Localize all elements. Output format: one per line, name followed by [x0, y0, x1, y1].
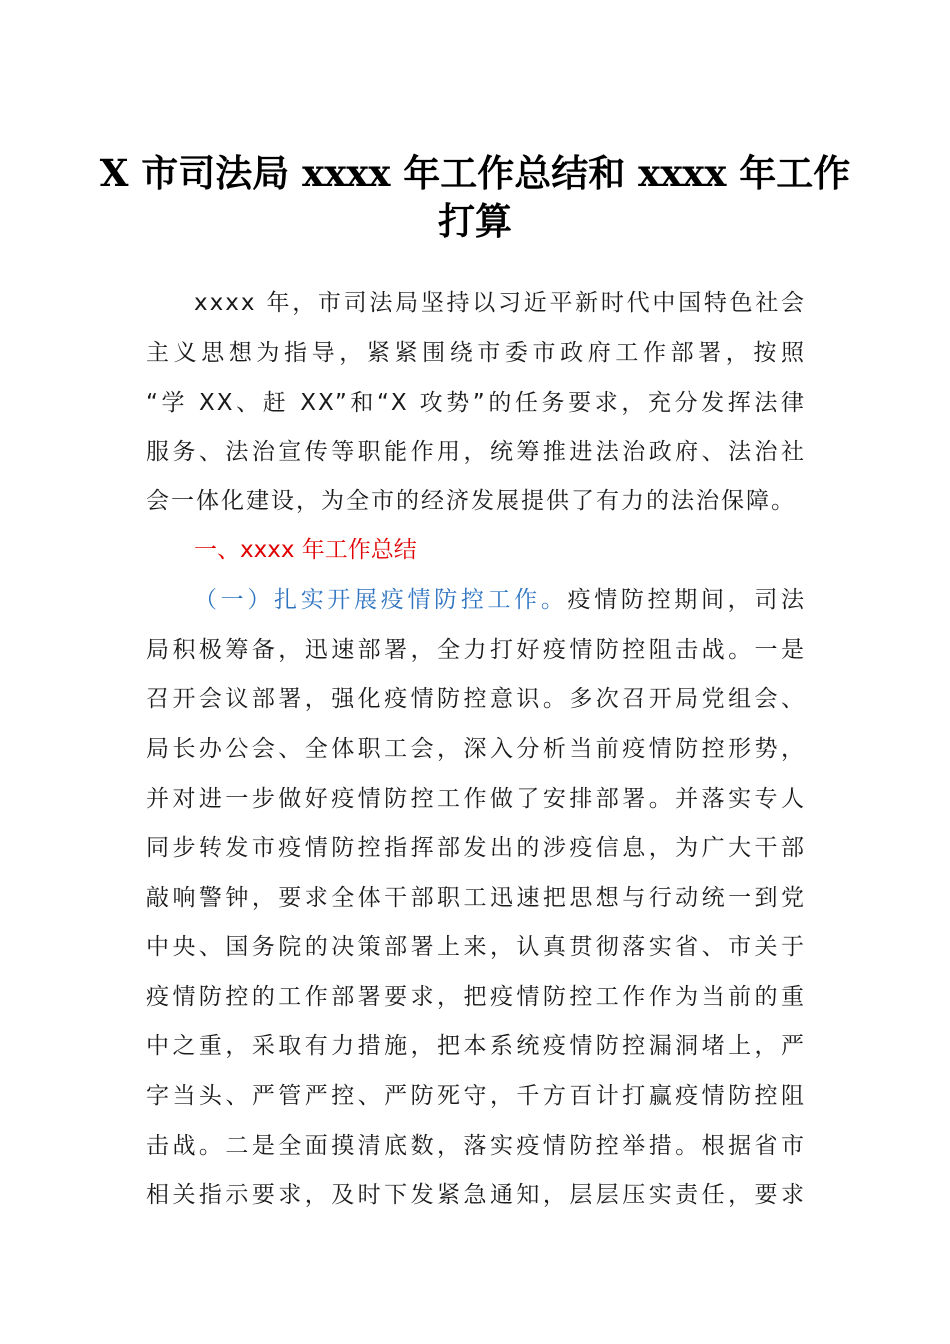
subsection-first-line [194, 580, 806, 620]
body-line: 相关指示要求，及时下发紧急通知，层层压实责任，要求 [146, 1182, 806, 1208]
body-line: 中央、国务院的决策部署上来，认真贯彻落实省、市关于 [146, 934, 806, 960]
intro-line: 主义思想为指导，紧紧围绕市委市政府工作部署，按照 [146, 340, 806, 366]
subsection-heading: （一）扎实开展疫情防控工作。 [194, 587, 568, 613]
document-title-line-1: X 市司法局 xxxx 年工作总结和 xxxx 年工作 [99, 151, 851, 195]
document-title-line-2: 打算 [438, 199, 512, 243]
body-line: 敲响警钟，要求全体干部职工迅速把思想与行动统一到党 [146, 885, 806, 911]
body-line: 字当头、严管严控、严防死守，千方百计打赢疫情防控阻 [146, 1083, 806, 1109]
body-line: 召开会议部署，强化疫情防控意识。多次召开局党组会、 [146, 686, 806, 712]
body-line: 并对进一步做好疫情防控工作做了安排部署。并落实专人 [146, 786, 806, 812]
body-line: 疫情防控的工作部署要求，把疫情防控工作作为当前的重 [146, 984, 806, 1010]
section-heading: 一、xxxx 年工作总结 [194, 537, 417, 563]
body-line: 击战。二是全面摸清底数，落实疫情防控举措。根据省市 [146, 1133, 806, 1159]
intro-line: 服务、法治宣传等职能作用，统筹推进法治政府、法治社 [146, 439, 806, 465]
body-line: 局长办公会、全体职工会，深入分析当前疫情防控形势， [146, 736, 806, 762]
body-line: 局积极筹备，迅速部署，全力打好疫情防控阻击战。一是 [146, 637, 806, 663]
intro-line: “学 XX、赶 XX”和“X 攻势”的任务要求，充分发挥法律 [146, 390, 806, 416]
intro-line: xxxx 年，市司法局坚持以习近平新时代中国特色社会 [194, 290, 806, 316]
body-line: 中之重，采取有力措施，把本系统疫情防控漏洞堵上，严 [146, 1033, 806, 1059]
intro-line: 会一体化建设，为全市的经济发展提供了有力的法治保障。 [146, 488, 796, 514]
body-line: 同步转发市疫情防控指挥部发出的涉疫信息，为广大干部 [146, 835, 806, 861]
subsection-first-line-text: 疫情防控期间，司法 [567, 587, 807, 613]
